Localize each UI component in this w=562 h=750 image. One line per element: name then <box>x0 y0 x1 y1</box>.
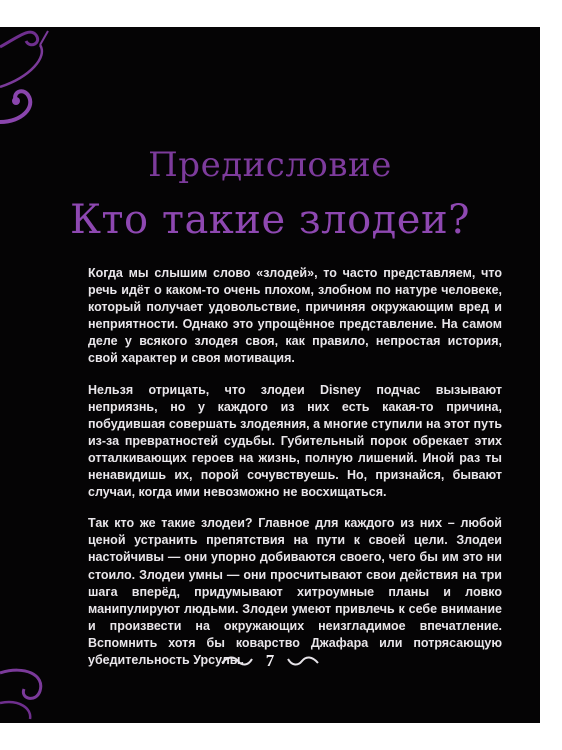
paragraph: Нельзя отрицать, что злодеи Disney подчас вызывают неприязнь, но у каждого из них есть какая-то причина, побудившая совершать злодеяния, а многие ступили на этот путь из-за превратностей судьбы. Губительный порок обрекает этих отталкивающих героев на жизнь, полную лишений. Иной раз ты ненавидишь их, порой сочувствуешь. Но, признайся, бывают случаи, когда ими невозможно не восхищаться. <box>88 382 503 500</box>
paragraph: Когда мы слышим слово «злодей», то часто представляем, что речь идёт о каком-то очень плохом, злобном по натуре человеке, который получает удовольствие, причиняя окружающим вред и неприятности. Однако это упрощённое представление. На самом деле у всякого злодея своя, как правило, непростая история, свой характер и своя мотивация. <box>88 266 502 366</box>
chapter-subtitle: Предисловие <box>148 145 392 185</box>
purple-swirl-ornament-icon <box>0 27 70 157</box>
body-text <box>88 265 502 683</box>
page-number-footer <box>0 651 540 671</box>
paragraph: Так кто же такие злодеи? Главное для каждого из них – любой ценой устранить препятствия на пути к своей цели. Злодеи настойчивы — они упорно добиваются своего, чего бы им это ни стоило. Злодеи умны — они просчитывают свои действия на три шага вперёд, придумывают хитроумные планы и ловко манипулируют людьми. Злодеи умеют привлечь к себе внимание и произвести на окружающих неизгладимое впечатление. Вспомнить хотя бы коварство Джафара или потрясающую убедительность Урсулы. <box>88 516 502 667</box>
tilde-flourish-icon <box>286 654 320 668</box>
book-page <box>0 27 540 723</box>
page-number: 7 <box>265 651 275 670</box>
tilde-flourish-icon <box>220 654 254 668</box>
page-title: Кто такие злодеи? <box>69 197 471 243</box>
